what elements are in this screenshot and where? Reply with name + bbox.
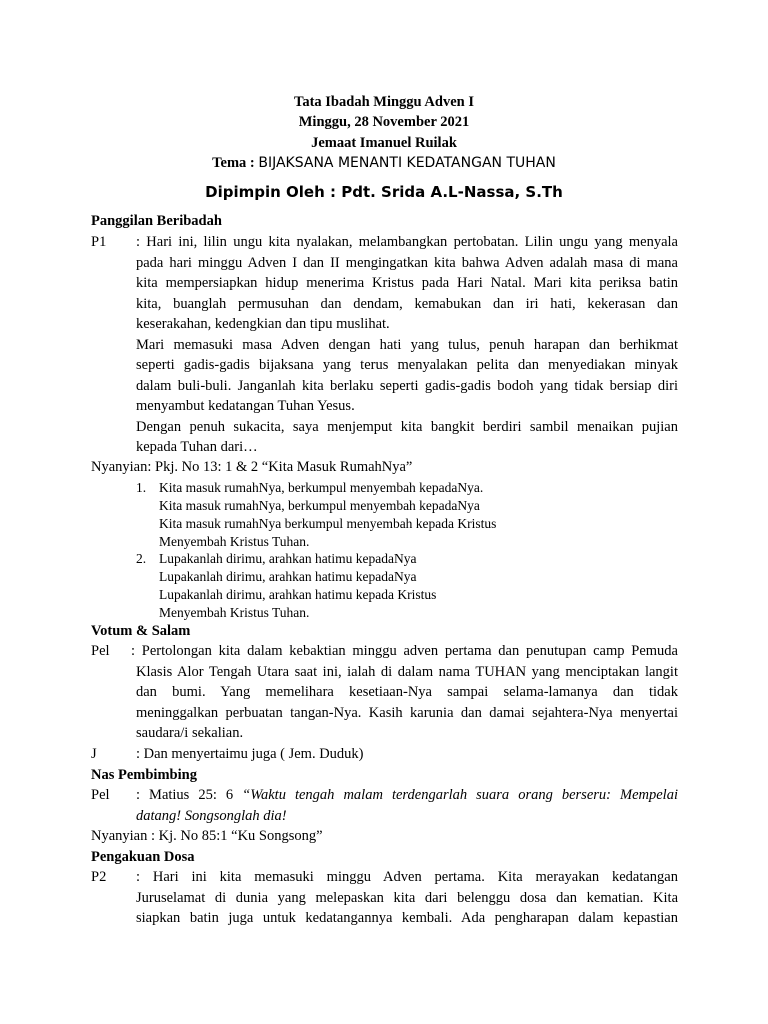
section-heading-panggilan: Panggilan Beribadah xyxy=(91,213,222,229)
nas-text xyxy=(136,785,678,826)
text-line: kita, buanglah permusuhan dan dendam, kemabukan dan iri hati, kekerasan dan xyxy=(136,295,678,312)
text-line: seperti gadis-gadis bijaksana yang terus menyalakan pelita dan menyediakan minyak xyxy=(136,357,678,373)
lyric-line: Kita masuk rumahNya berkumpul menyembah kepada Kristus xyxy=(159,516,497,531)
congregation-name: Jemaat Imanuel Ruilak xyxy=(311,135,457,151)
text-line: : Hari ini, lilin ungu kita nyalakan, melambangkan pertobatan. Lilin ungu yang menyala xyxy=(136,234,678,250)
text-line: Dengan penuh sukacita, saya menjemput kita bangkit berdiri sambil menaikan pujian xyxy=(136,418,678,435)
section-heading-pengakuan: Pengakuan Dosa xyxy=(91,849,195,865)
pengakuan-text xyxy=(136,867,678,929)
text-line: saudara/i sekalian. xyxy=(136,725,244,741)
text-line: menyambut kedatangan Tuhan Yesus. xyxy=(136,398,355,414)
text-line: keserakahan, kedengkian dan tipu muslihat. xyxy=(136,316,390,332)
service-leader: Dipimpin Oleh : Pdt. Srida A.L-Nassa, S.Th xyxy=(205,183,563,201)
song-verse xyxy=(159,550,436,622)
lyric-line: Kita masuk rumahNya, berkumpul menyembah kepadaNya. xyxy=(159,480,484,495)
lyric-line: Lupakanlah dirimu, arahkan hatimu kepadaNya xyxy=(159,569,417,584)
theme-label: Tema : xyxy=(212,155,259,171)
song-verse-number: 2. xyxy=(136,551,147,566)
text-line: Juruselamat di dunia yang melepaskan kita dari belenggu dosa dan kematian. Kita xyxy=(136,889,678,906)
text-line: kita mempersiapkan hidup menerima Kristus pada Hari Natal. Mari kita periksa batin xyxy=(136,275,678,291)
speaker-label: P1 xyxy=(91,234,107,250)
lyric-line: Menyembah Kristus Tuhan. xyxy=(159,605,310,620)
text-line: : Pertolongan kita dalam kebaktian minggu adven pertama dan penutupan camp Pemuda xyxy=(131,643,678,659)
text-line: dalam buli-buli. Janganlah kita berlaku seperti gadis-gadis bodoh yang tidak bersiap diri xyxy=(136,377,678,394)
song-verse-number: 1. xyxy=(136,480,147,495)
speaker-label: P2 xyxy=(91,869,107,885)
section-heading-votum: Votum & Salam xyxy=(91,623,191,639)
song-reference: Nyanyian : Kj. No 85:1 “Ku Songsong” xyxy=(91,828,323,844)
text-line: dan bumi. Yang memelihara kesetiaan-Nya sampai selama-lamanya dan tidak xyxy=(136,684,678,700)
lyric-line: Lupakanlah dirimu, arahkan hatimu kepadaNya xyxy=(159,551,417,566)
votum-text xyxy=(131,641,678,744)
text-line: meninggalkan perbuatan tangan-Nya. Kasih karunia dan damai sejahtera-Nya menyertai xyxy=(136,704,678,721)
theme-text: BIJAKSANA MENANTI KEDATANGAN TUHAN xyxy=(258,155,556,171)
service-date: Minggu, 28 November 2021 xyxy=(298,114,470,130)
theme-line xyxy=(0,153,768,173)
scripture-reference: : Matius 25: 6 xyxy=(136,787,243,803)
speaker-label: Pel xyxy=(91,643,110,659)
text-line: siapkan batin juga untuk kedatangannya kembali. Ada pengharapan dalam kepastian xyxy=(136,910,678,926)
text-line: Mari memasuki masa Adven dengan hati yang tulus, penuh harapan dan berhikmat xyxy=(136,336,678,353)
text-line: pada hari minggu Adven I dan II mengingatkan kita bahwa Adven adalah masa di mana xyxy=(136,254,678,271)
speaker-label: J xyxy=(91,746,97,762)
scripture-line xyxy=(136,785,678,806)
lyric-line: Lupakanlah dirimu, arahkan hatimu kepada Kristus xyxy=(159,587,437,602)
speaker-label: Pel xyxy=(91,787,110,803)
service-title: Tata Ibadah Minggu Adven I xyxy=(294,94,474,110)
section-heading-nas: Nas Pembimbing xyxy=(91,767,197,783)
text-line: : Hari ini kita memasuki minggu Adven pertama. Kita merayakan kedatangan xyxy=(136,869,678,885)
lyric-line: Menyembah Kristus Tuhan. xyxy=(159,534,310,549)
response-line: : Dan menyertaimu juga ( Jem. Duduk) xyxy=(136,746,364,762)
lyric-line: Kita masuk rumahNya, berkumpul menyembah kepadaNya xyxy=(159,498,480,513)
scripture-quote: “Waktu tengah malam terdengarlah suara orang berseru: Mempelai xyxy=(242,787,678,803)
text-line: Klasis Alor Tengah Utara saat ini, ialah di dalam nama TUHAN yang menciptakan langit xyxy=(136,663,678,680)
panggilan-text xyxy=(136,232,678,458)
song-verse xyxy=(159,479,496,551)
text-line: kepada Tuhan dari… xyxy=(136,439,258,455)
scripture-quote: datang! Songsonglah dia! xyxy=(136,807,287,824)
song-reference: Nyanyian: Pkj. No 13: 1 & 2 “Kita Masuk RumahNya” xyxy=(91,459,413,475)
